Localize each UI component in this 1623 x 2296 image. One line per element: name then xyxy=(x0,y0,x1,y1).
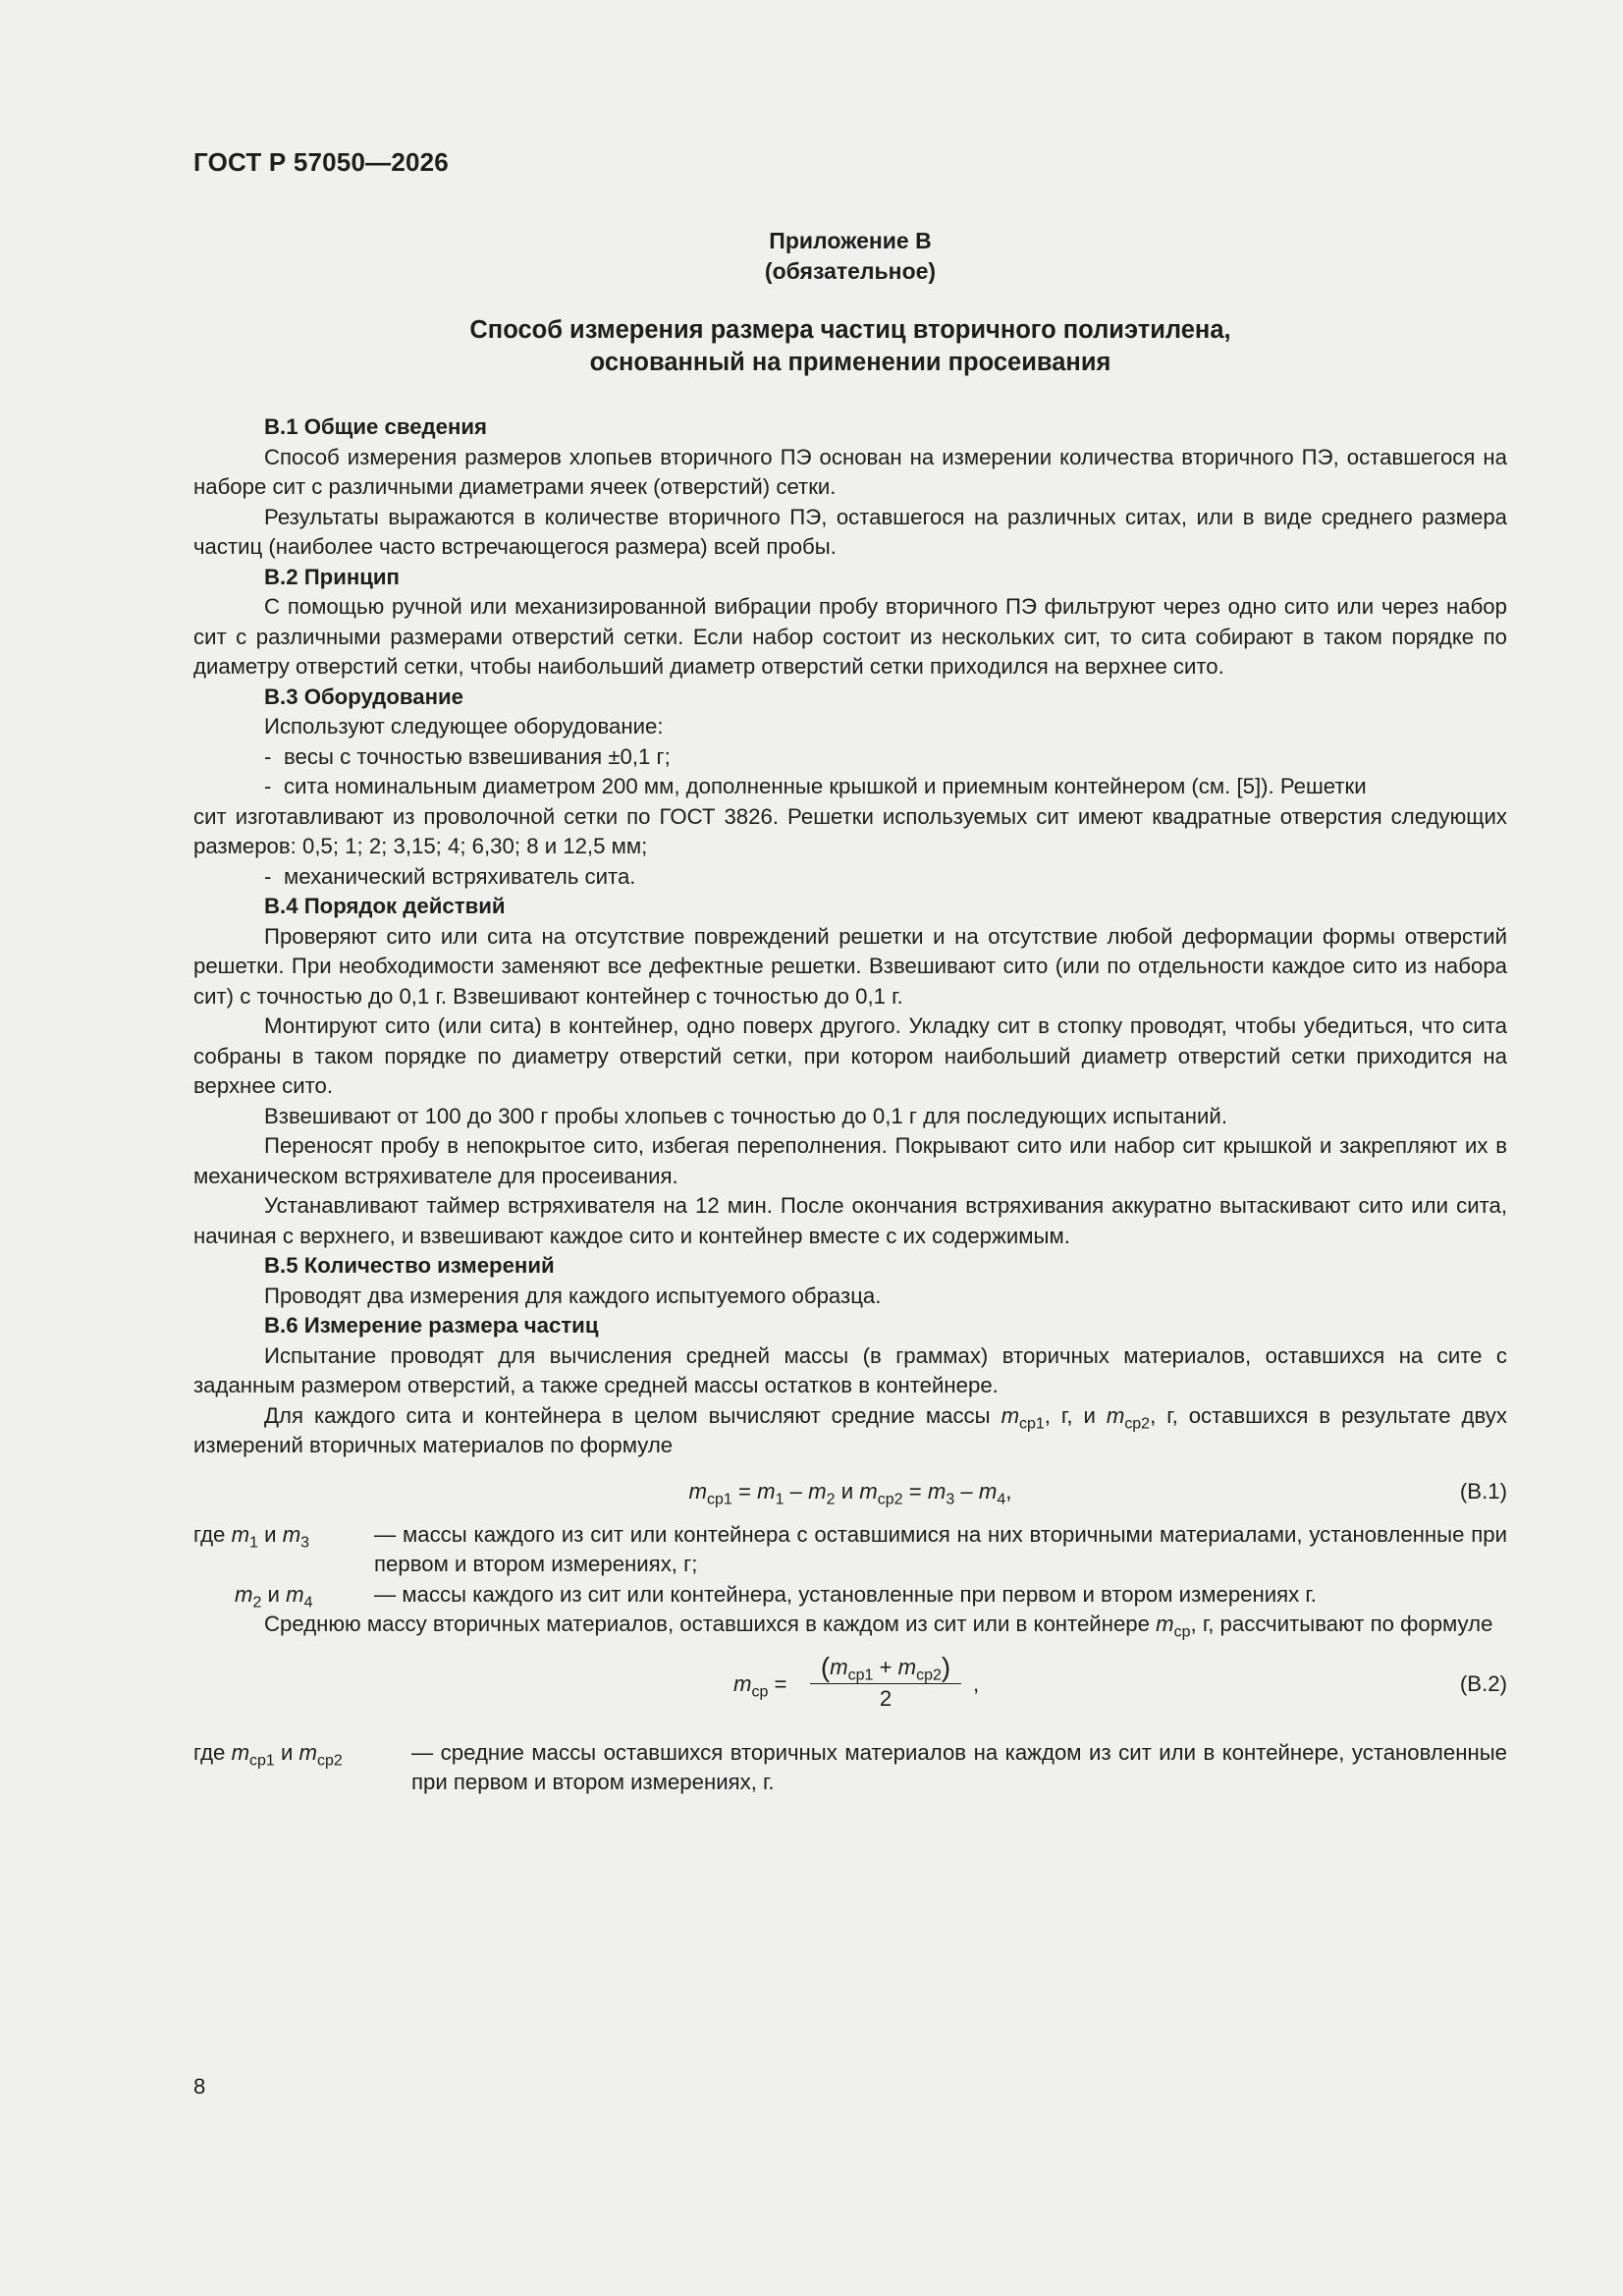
formula-expression: $m_{ср1} = m_1 - m_2$ и $m_{ср2} = m_3 - m_4$, xyxy=(688,1478,1012,1508)
legend-text: — массы каждого из сит или контейнера, установленные при первом и втором измерениях г. xyxy=(374,1581,1317,1607)
appendix-title xyxy=(193,226,1507,287)
title-line-2: основанный на применении просеивания xyxy=(589,349,1111,376)
list-dash: - xyxy=(264,743,272,769)
list-item xyxy=(193,862,1507,893)
paragraph: Взвешивают от 100 до 300 г пробы хлопьев с точностью до 0,1 г для последующих испытаний. xyxy=(264,1103,1227,1128)
section-heading-b3: В.3 Оборудование xyxy=(264,683,463,709)
formula-b1 xyxy=(193,1471,1507,1514)
standard-code: ГОСТ Р 57050—2026 xyxy=(193,147,449,177)
paragraph: С помощью ручной или механизированной вибрации пробу вторичного ПЭ фильтруют через одно сито или через набор сит с различными размерами отверстий сетки. Если набор состоит из нескольких сит, то сита собирают в таком порядке по диаметру отверстий сетки, чтобы наибольший диаметр отверстий сетки приходился на верхнее сито. xyxy=(193,594,1507,679)
section-heading-b5: В.5 Количество измерений xyxy=(264,1253,555,1278)
paragraph: Для каждого сита и контейнера в целом вычисляют средние массы $m_{ср1}$, г, и $m_{ср2}$, г, оставшихся в результате двух измерений вторичных материалов по формуле xyxy=(193,1402,1507,1457)
legend-text: — массы каждого из сит или контейнера с оставшимися на них вторичными материалами, установленные при первом и втором измерениях, г; xyxy=(374,1521,1507,1576)
formula-legend xyxy=(193,1580,1507,1611)
formula-b2 xyxy=(193,1652,1507,1717)
list-dash: - xyxy=(264,863,272,889)
paragraph: Используют следующее оборудование: xyxy=(264,714,664,738)
paragraph: Устанавливают таймер встряхивателя на 12 мин. После окончания встряхивания аккуратно вытаскивают сито или сита, начиная с верхнего, и взвешивают каждое сито и контейнер вместе с их содержимым. xyxy=(193,1193,1507,1248)
formula-number: (В.1) xyxy=(1459,1478,1507,1503)
legend-text: — средние массы оставшихся вторичных материалов на каждом из сит или в контейнере, установленные при первом и втором измерениях, г. xyxy=(411,1739,1507,1794)
list-item xyxy=(193,772,1507,802)
appendix-label: Приложение В xyxy=(769,228,932,253)
section-heading-b2: В.2 Принцип xyxy=(264,564,400,589)
list-dash: - xyxy=(264,774,272,798)
section-heading-b6: В.6 Измерение размера частиц xyxy=(264,1313,599,1338)
document-body xyxy=(193,412,1507,1798)
list-item-text: весы с точностью взвешивания ±0,1 г; xyxy=(284,743,671,769)
paragraph: Результаты выражаются в количестве вторичного ПЭ, оставшегося на различных ситах, или в виде среднего размера частиц (наиболее часто встречающегося размера) всей пробы. xyxy=(193,504,1507,559)
page-number: 8 xyxy=(193,2074,206,2099)
title-line-1: Способ измерения размера частиц вторичного полиэтилена, xyxy=(469,316,1231,344)
paragraph: Монтируют сито (или сита) в контейнер, одно поверх другого. Укладку сит в стопку проводят, чтобы убедиться, что сита собраны в таком порядке по диаметру отверстий сетки, при котором наибольший диаметр отверстий сетки приходится на верхнее сито. xyxy=(193,1013,1507,1098)
list-item-text: сита номинальным диаметром 200 мм, дополненные крышкой и приемным контейнером (см. [5]). Решетки xyxy=(284,774,1367,798)
paragraph: Испытание проводят для вычисления средней массы (в граммах) вторичных материалов, оставшихся на сите с заданным размером отверстий, а также средней массы остатков в контейнере. xyxy=(193,1342,1507,1397)
fraction-denominator: 2 xyxy=(879,1686,893,1711)
fraction-numerator: $(m_{ср1} + m_{ср2})$ xyxy=(820,1651,951,1684)
formula-expression: $m_{ср}$ = $(m_{ср1} + m_{ср2})$ 2 , xyxy=(733,1652,1107,1717)
formula-legend xyxy=(193,1738,1507,1798)
paragraph: Проводят два измерения для каждого испытуемого образца. xyxy=(264,1283,882,1308)
legend-symbols: $m_2$ и $m_4$ xyxy=(235,1581,313,1612)
list-item-text: механический встряхиватель сита. xyxy=(284,863,636,889)
list-item xyxy=(193,742,1507,773)
paragraph: Способ измерения размеров хлопьев вторичного ПЭ основан на измерении количества вторичного ПЭ, оставшегося на наборе сит с различными диаметрами ячеек (отверстий) сетки. xyxy=(193,444,1507,499)
legend-symbols: где $m_{ср1}$ и $m_{ср2}$ xyxy=(193,1739,343,1770)
formula-number: (В.2) xyxy=(1459,1670,1507,1696)
paragraph: Переносят пробу в непокрытое сито, избегая переполнения. Покрывают сито или набор сит крышкой и закрепляют их в механическом встряхивателе для просеивания. xyxy=(193,1133,1507,1188)
document-title xyxy=(193,314,1507,379)
fraction xyxy=(802,1652,969,1715)
formula-lhs: $m_{ср}$ = xyxy=(733,1670,787,1701)
formula-legend xyxy=(193,1520,1507,1580)
legend-symbols: где $m_1$ и $m_3$ xyxy=(193,1521,310,1552)
paragraph: Проверяют сито или сита на отсутствие повреждений решетки и на отсутствие любой деформации формы отверстий решетки. При необходимости заменяют все дефектные решетки. Взвешивают сито (или по отдельности каждое сито из набора сит) с точностью до 0,1 г. Взвешивают контейнер с точностью до 0,1 г. xyxy=(193,923,1507,1009)
section-heading-b4: В.4 Порядок действий xyxy=(264,894,506,918)
list-item-continuation: сит изготавливают из проволочной сетки по ГОСТ 3826. Решетки используемых сит имеют квадратные отверстия следующих размеров: 0,5; 1; 2; 3,15; 4; 6,30; 8 и 12,5 мм; xyxy=(193,803,1507,858)
appendix-status: (обязательное) xyxy=(764,258,937,284)
paragraph: Среднюю массу вторичных материалов, оставшихся в каждом из сит или в контейнере $m_{ср}$, г, рассчитывают по формуле xyxy=(264,1612,1493,1641)
section-heading-b1: В.1 Общие сведения xyxy=(264,414,487,439)
